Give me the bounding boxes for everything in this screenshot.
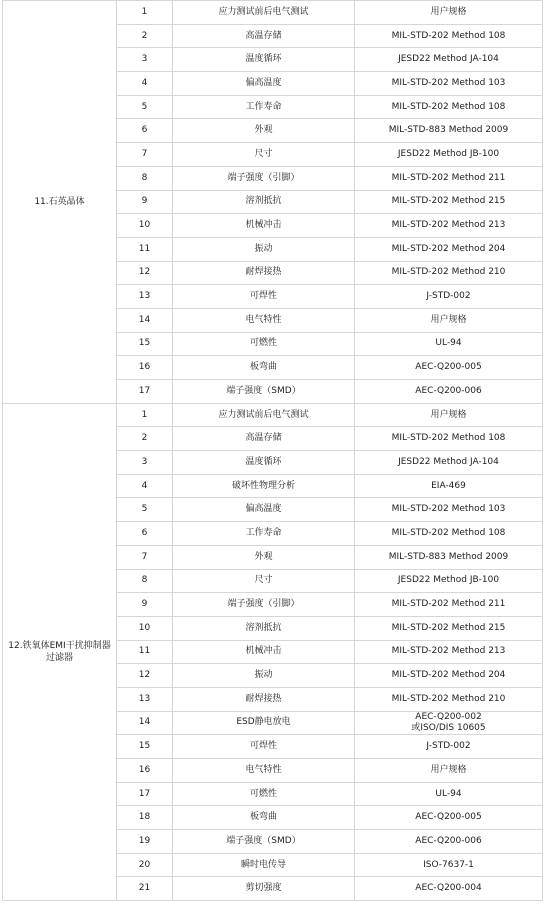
standard-cell: AEC-Q200-006 — [355, 830, 543, 854]
row-number-cell: 11 — [117, 640, 173, 664]
standard-cell: MIL-STD-202 Method 213 — [355, 640, 543, 664]
row-number-cell: 9 — [117, 593, 173, 617]
test-item-cell: 偏高温度 — [173, 72, 355, 96]
test-item-cell: 尺寸 — [173, 569, 355, 593]
row-number-cell: 16 — [117, 356, 173, 380]
test-item-cell: 板弯曲 — [173, 356, 355, 380]
standard-cell: AEC-Q200-005 — [355, 356, 543, 380]
standard-cell: 用户规格 — [355, 403, 543, 427]
standard-cell: MIL-STD-202 Method 108 — [355, 24, 543, 48]
test-item-cell: 溶剂抵抗 — [173, 616, 355, 640]
test-item-cell: 端子强度（SMD） — [173, 380, 355, 404]
standard-cell: ISO-7637-1 — [355, 853, 543, 877]
row-number-cell: 6 — [117, 119, 173, 143]
standard-cell: UL-94 — [355, 782, 543, 806]
test-item-cell: 端子强度（引脚） — [173, 593, 355, 617]
test-item-cell: 外观 — [173, 119, 355, 143]
test-item-cell: 温度循环 — [173, 48, 355, 72]
test-item-cell: 可焊性 — [173, 285, 355, 309]
table-row — [3, 403, 543, 427]
standard-cell: MIL-STD-202 Method 108 — [355, 427, 543, 451]
test-item-cell: 瞬时电传导 — [173, 853, 355, 877]
standard-cell: JESD22 Method JB-100 — [355, 143, 543, 167]
test-item-cell: 剪切强度 — [173, 877, 355, 901]
test-item-cell: 端子强度（引脚） — [173, 166, 355, 190]
row-number-cell: 4 — [117, 474, 173, 498]
test-item-cell: 机械冲击 — [173, 640, 355, 664]
row-number-cell: 4 — [117, 72, 173, 96]
row-number-cell: 14 — [117, 711, 173, 735]
standard-cell: EIA-469 — [355, 474, 543, 498]
standard-cell: MIL-STD-202 Method 211 — [355, 593, 543, 617]
group-name-cell: 11.石英晶体 — [3, 1, 117, 404]
test-item-cell: 机械冲击 — [173, 214, 355, 238]
row-number-cell: 14 — [117, 308, 173, 332]
row-number-cell: 15 — [117, 332, 173, 356]
row-number-cell: 17 — [117, 380, 173, 404]
standard-cell: 用户规格 — [355, 308, 543, 332]
test-item-cell: 可燃性 — [173, 782, 355, 806]
group-name-cell: 12.铁氧体EMI干扰抑制器 过滤器 — [3, 403, 117, 900]
standard-cell: MIL-STD-202 Method 210 — [355, 261, 543, 285]
row-number-cell: 7 — [117, 143, 173, 167]
standard-cell: MIL-STD-202 Method 215 — [355, 616, 543, 640]
row-number-cell: 9 — [117, 190, 173, 214]
test-item-cell: 工作寿命 — [173, 522, 355, 546]
row-number-cell: 21 — [117, 877, 173, 901]
test-item-cell: 温度循环 — [173, 451, 355, 475]
standard-cell: AEC-Q200-002 或ISO/DIS 10605 — [355, 711, 543, 735]
test-item-cell: 耐焊接热 — [173, 687, 355, 711]
test-item-cell: 振动 — [173, 237, 355, 261]
table-body — [3, 1, 543, 901]
row-number-cell: 3 — [117, 451, 173, 475]
row-number-cell: 3 — [117, 48, 173, 72]
row-number-cell: 8 — [117, 569, 173, 593]
standard-cell: MIL-STD-202 Method 213 — [355, 214, 543, 238]
standard-cell: AEC-Q200-006 — [355, 380, 543, 404]
test-item-cell: 偏高温度 — [173, 498, 355, 522]
standard-cell: JESD22 Method JA-104 — [355, 451, 543, 475]
standard-cell: MIL-STD-202 Method 103 — [355, 498, 543, 522]
row-number-cell: 1 — [117, 403, 173, 427]
test-item-cell: ESD静电放电 — [173, 711, 355, 735]
test-item-cell: 破坏性物理分析 — [173, 474, 355, 498]
row-number-cell: 7 — [117, 545, 173, 569]
test-item-cell: 工作寿命 — [173, 95, 355, 119]
row-number-cell: 2 — [117, 24, 173, 48]
standard-cell: UL-94 — [355, 332, 543, 356]
row-number-cell: 8 — [117, 166, 173, 190]
standard-cell: MIL-STD-202 Method 215 — [355, 190, 543, 214]
test-item-cell: 电气特性 — [173, 759, 355, 783]
test-item-cell: 溶剂抵抗 — [173, 190, 355, 214]
row-number-cell: 5 — [117, 498, 173, 522]
standard-cell: MIL-STD-202 Method 204 — [355, 664, 543, 688]
test-item-cell: 电气特性 — [173, 308, 355, 332]
standard-cell: MIL-STD-202 Method 204 — [355, 237, 543, 261]
test-item-cell: 高温存储 — [173, 24, 355, 48]
standard-cell: AEC-Q200-005 — [355, 806, 543, 830]
test-item-cell: 高温存储 — [173, 427, 355, 451]
standard-cell: MIL-STD-202 Method 211 — [355, 166, 543, 190]
row-number-cell: 16 — [117, 759, 173, 783]
test-item-cell: 可燃性 — [173, 332, 355, 356]
row-number-cell: 18 — [117, 806, 173, 830]
standard-cell: 用户规格 — [355, 759, 543, 783]
row-number-cell: 13 — [117, 285, 173, 309]
standard-cell: AEC-Q200-004 — [355, 877, 543, 901]
row-number-cell: 17 — [117, 782, 173, 806]
row-number-cell: 20 — [117, 853, 173, 877]
standard-cell: MIL-STD-883 Method 2009 — [355, 119, 543, 143]
test-item-cell: 板弯曲 — [173, 806, 355, 830]
row-number-cell: 11 — [117, 237, 173, 261]
test-item-cell: 应力测试前后电气测试 — [173, 1, 355, 25]
table-row — [3, 1, 543, 25]
standard-cell: MIL-STD-883 Method 2009 — [355, 545, 543, 569]
row-number-cell: 13 — [117, 687, 173, 711]
row-number-cell: 2 — [117, 427, 173, 451]
row-number-cell: 12 — [117, 664, 173, 688]
standard-cell: MIL-STD-202 Method 108 — [355, 95, 543, 119]
row-number-cell: 6 — [117, 522, 173, 546]
row-number-cell: 1 — [117, 1, 173, 25]
row-number-cell: 12 — [117, 261, 173, 285]
test-item-cell: 耐焊接热 — [173, 261, 355, 285]
standard-cell: JESD22 Method JA-104 — [355, 48, 543, 72]
test-item-cell: 振动 — [173, 664, 355, 688]
standard-cell: MIL-STD-202 Method 210 — [355, 687, 543, 711]
row-number-cell: 19 — [117, 830, 173, 854]
standard-cell: 用户规格 — [355, 1, 543, 25]
qualification-test-table — [2, 0, 543, 901]
test-item-cell: 应力测试前后电气测试 — [173, 403, 355, 427]
row-number-cell: 15 — [117, 735, 173, 759]
test-item-cell: 可焊性 — [173, 735, 355, 759]
standard-cell: MIL-STD-202 Method 108 — [355, 522, 543, 546]
standard-cell: MIL-STD-202 Method 103 — [355, 72, 543, 96]
standard-cell: JESD22 Method JB-100 — [355, 569, 543, 593]
test-item-cell: 尺寸 — [173, 143, 355, 167]
test-item-cell: 端子强度（SMD） — [173, 830, 355, 854]
row-number-cell: 10 — [117, 616, 173, 640]
row-number-cell: 5 — [117, 95, 173, 119]
test-item-cell: 外观 — [173, 545, 355, 569]
standard-cell: J-STD-002 — [355, 735, 543, 759]
standard-cell: J-STD-002 — [355, 285, 543, 309]
row-number-cell: 10 — [117, 214, 173, 238]
